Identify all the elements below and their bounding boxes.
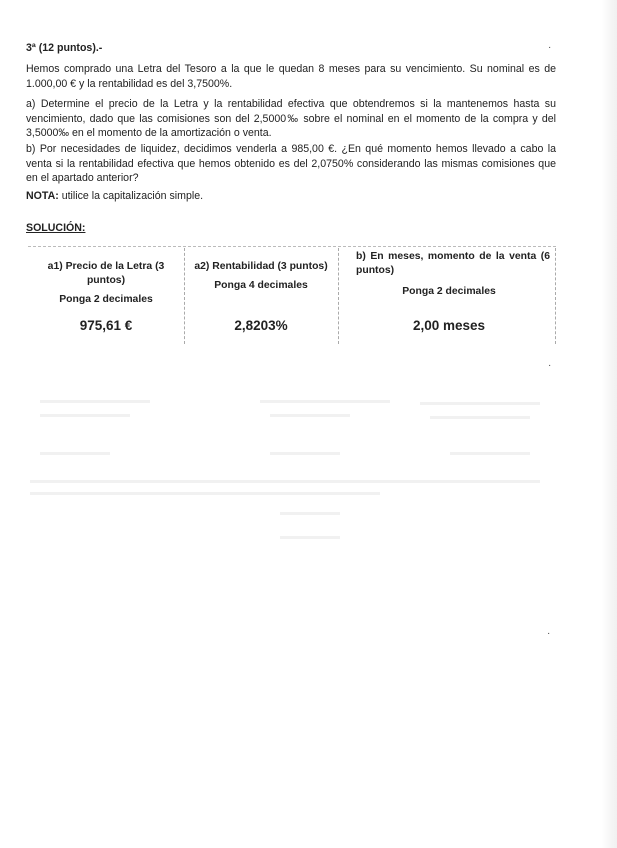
- answer-box-title: b) En meses, momento de la venta (6 puntos): [356, 251, 550, 276]
- bleed-through-mark: [270, 452, 340, 455]
- bleed-through-mark: [40, 452, 110, 455]
- answer-box-price: [28, 248, 184, 346]
- question-part-b: b) Por necesidades de liquidez, decidimos venderla a 985,00 €. ¿En qué momento hemos llevado a cabo la venta si la rentabilidad efectiva que hemos obtenido es del 2,0750% considerando las mismas comisiones que en el apartado anterior?: [26, 143, 556, 184]
- solution-title: SOLUCIÓN:: [26, 222, 86, 234]
- answer-box-decimals: Ponga 2 decimales: [402, 286, 496, 297]
- scan-edge-shadow: [601, 0, 617, 848]
- bleed-through-mark: [430, 416, 530, 419]
- answer-value: 2,00 meses: [412, 318, 486, 333]
- answer-value: 2,8203%: [234, 318, 288, 333]
- question-part-a: a) Determine el precio de la Letra y la rentabilidad efectiva que obtendremos si la mantenemos hasta su vencimiento, dado que las comisiones son del 2,5000‰ sobre el nominal en el momento de la compra y del 3,5000‰ en el momento de la amortización o venta.: [26, 98, 556, 139]
- answer-grid-right-border: [555, 248, 556, 344]
- bleed-through-mark: [450, 452, 530, 455]
- answer-box-momento-venta: [346, 248, 552, 346]
- question-statement: Hemos comprado una Letra del Tesoro a la que le quedan 8 meses para su vencimiento. Su nominal es de 1.000,00 € y la rentabilidad es del 3,7500%.: [26, 63, 556, 90]
- answer-box-decimals: Ponga 2 decimales: [59, 294, 153, 305]
- scan-speck: ·: [548, 42, 552, 53]
- answer-box-decimals: Ponga 4 decimales: [214, 280, 308, 291]
- answer-box-title: a1) Precio de la Letra (3 puntos): [47, 261, 165, 286]
- bleed-through-mark: [420, 402, 540, 405]
- bleed-through-mark: [280, 536, 340, 539]
- bleed-through-mark: [30, 492, 380, 495]
- scan-speck: ·: [547, 628, 551, 639]
- question-heading: 3ª (12 puntos).-: [26, 42, 103, 54]
- bleed-through-mark: [30, 480, 540, 483]
- bleed-through-mark: [40, 400, 150, 403]
- bleed-through-mark: [270, 414, 350, 417]
- nota-label: NOTA:: [26, 190, 59, 202]
- answer-box-rentabilidad: [184, 248, 338, 346]
- nota-text: utilice la capitalización simple.: [58, 190, 204, 202]
- answer-value: 975,61 €: [79, 318, 133, 333]
- nota-line: [26, 189, 556, 204]
- answer-box-title: a2) Rentabilidad (3 puntos): [194, 261, 328, 272]
- bleed-through-mark: [280, 512, 340, 515]
- answer-grid-divider-2: [338, 248, 339, 344]
- answer-grid-top-border: [28, 246, 556, 247]
- scan-speck: ·: [548, 360, 552, 371]
- bleed-through-mark: [260, 400, 390, 403]
- bleed-through-mark: [40, 414, 130, 417]
